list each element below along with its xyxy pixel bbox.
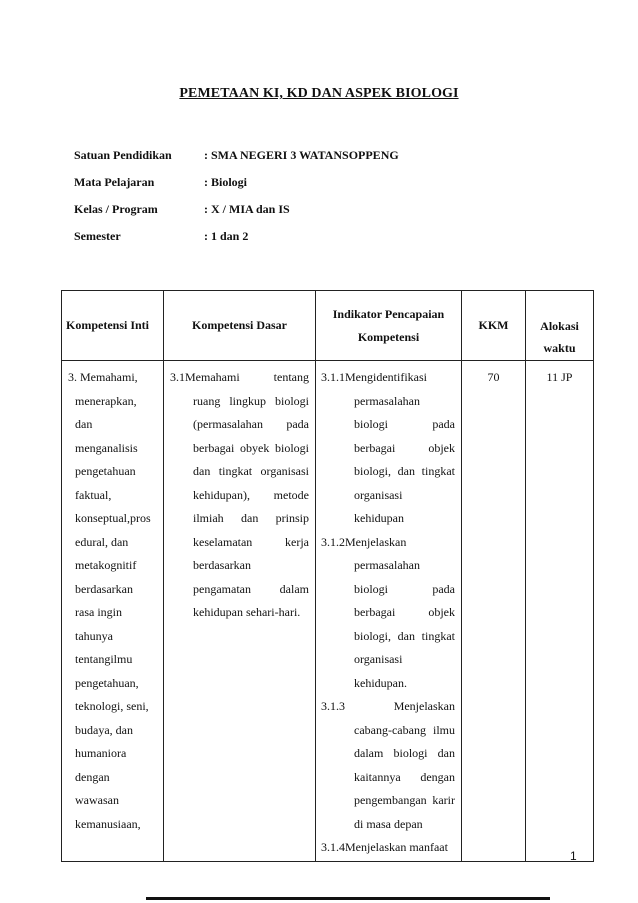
meta-label: Satuan Pendidikan [74, 148, 172, 162]
indikator-line: berbagai objek [354, 605, 455, 619]
kd-line: pengamatan dalam [193, 581, 309, 596]
indikator-line: 3.1.4Menjelaskan manfaat [321, 840, 448, 854]
kd-line: 3.1Memahami tentang [170, 370, 309, 384]
ki-line: dan [75, 417, 93, 431]
kd-line: kehidupan sehari-hari. [193, 605, 301, 619]
ki-line: edural, dan [75, 534, 129, 549]
header-kd: Kompetensi Dasar [164, 291, 316, 361]
indikator-line: 3.1.3 Menjelaskan [321, 699, 455, 713]
indikator-line: biologi, dan tingkat [354, 628, 455, 643]
indikator-line: kehidupan [354, 511, 404, 525]
ki-line: pengetahuan, [75, 675, 139, 690]
indikator-line: di masa depan [354, 816, 423, 831]
indikator-line: biologi pada [354, 581, 455, 596]
kd-line: ilmiah dan prinsip [193, 511, 309, 525]
kd-line: ruang lingkup biologi [193, 393, 309, 408]
indikator-line: cabang-cabang ilmu [354, 722, 455, 737]
indikator-line: organisasi [354, 652, 403, 666]
kd-line: (permasalahan pada [193, 417, 309, 431]
header-indikator: Indikator Pencapaian Kompetensi [316, 291, 462, 361]
header-ki: Kompetensi Inti [62, 291, 164, 361]
ki-line: wawasan [75, 793, 119, 807]
indikator-line: permasalahan [354, 393, 420, 408]
kd-line: kehidupan), metode [193, 487, 309, 502]
page-title [0, 86, 638, 102]
indikator-line: 3.1.2Menjelaskan [321, 534, 407, 549]
indikator-line: dalam biologi dan [354, 746, 455, 760]
ki-line: menganalisis [75, 440, 138, 455]
meta-value: : 1 dan 2 [204, 229, 249, 243]
meta-value: : Biologi [204, 175, 248, 189]
meta-value: : X / MIA dan IS [204, 202, 290, 216]
title-text: PEMETAAN KI, KD DAN ASPEK BIOLOGI [179, 86, 459, 101]
cell-indikator [316, 361, 462, 862]
ki-line: humaniora [75, 746, 127, 760]
cell-kd [164, 361, 316, 862]
cell-kkm: 70 [462, 361, 526, 862]
ki-line: metakognitif [75, 558, 137, 572]
ki-line: konseptual,pros [75, 511, 151, 525]
indikator-line: kaitannya dengan [354, 769, 455, 784]
ki-line: tahunya [75, 628, 113, 643]
header-alokasi: Alokasi waktu [526, 291, 594, 361]
ki-line: rasa ingin [75, 605, 122, 619]
indikator-line: kehidupan. [354, 675, 407, 690]
ki-line: tentangilmu [75, 652, 133, 666]
cell-ki [62, 361, 164, 862]
indikator-line: biologi pada [354, 417, 455, 431]
header-kkm: KKM [462, 291, 526, 361]
indikator-line: 3.1.1Mengidentifikasi [321, 370, 427, 384]
ki-line: dengan [75, 769, 110, 784]
ki-line: teknologi, seni, [75, 699, 149, 713]
indikator-line: organisasi [354, 487, 403, 502]
ki-line: 3. Memahami, [68, 370, 138, 384]
meta-label: Semester [74, 229, 121, 243]
indikator-line: permasalahan [354, 558, 420, 572]
ki-line: berdasarkan [75, 581, 133, 596]
ki-line: faktual, [75, 487, 112, 502]
meta-value: : SMA NEGERI 3 WATANSOPPENG [204, 148, 399, 162]
indikator-line: biologi, dan tingkat [354, 464, 455, 478]
ki-line: pengetahuan [75, 464, 136, 478]
indikator-line: pengembangan karir [354, 793, 455, 807]
kd-line: keselamatan kerja [193, 534, 309, 549]
mapping-table [61, 290, 594, 862]
table-row [62, 361, 594, 862]
kd-line: berdasarkan [193, 558, 251, 572]
page-number: 1 [570, 849, 577, 863]
meta-label: Mata Pelajaran [74, 175, 155, 189]
table-header-row [62, 291, 594, 361]
cell-alokasi: 11 JP [526, 361, 594, 862]
ki-line: budaya, dan [75, 722, 133, 737]
footer-rule [146, 897, 550, 900]
kd-line: berbagai obyek biologi [193, 440, 309, 455]
indikator-line: berbagai objek [354, 440, 455, 455]
kd-line: dan tingkat organisasi [193, 464, 309, 478]
ki-line: kemanusiaan, [75, 816, 141, 831]
ki-line: menerapkan, [75, 393, 137, 408]
meta-label: Kelas / Program [74, 202, 158, 216]
